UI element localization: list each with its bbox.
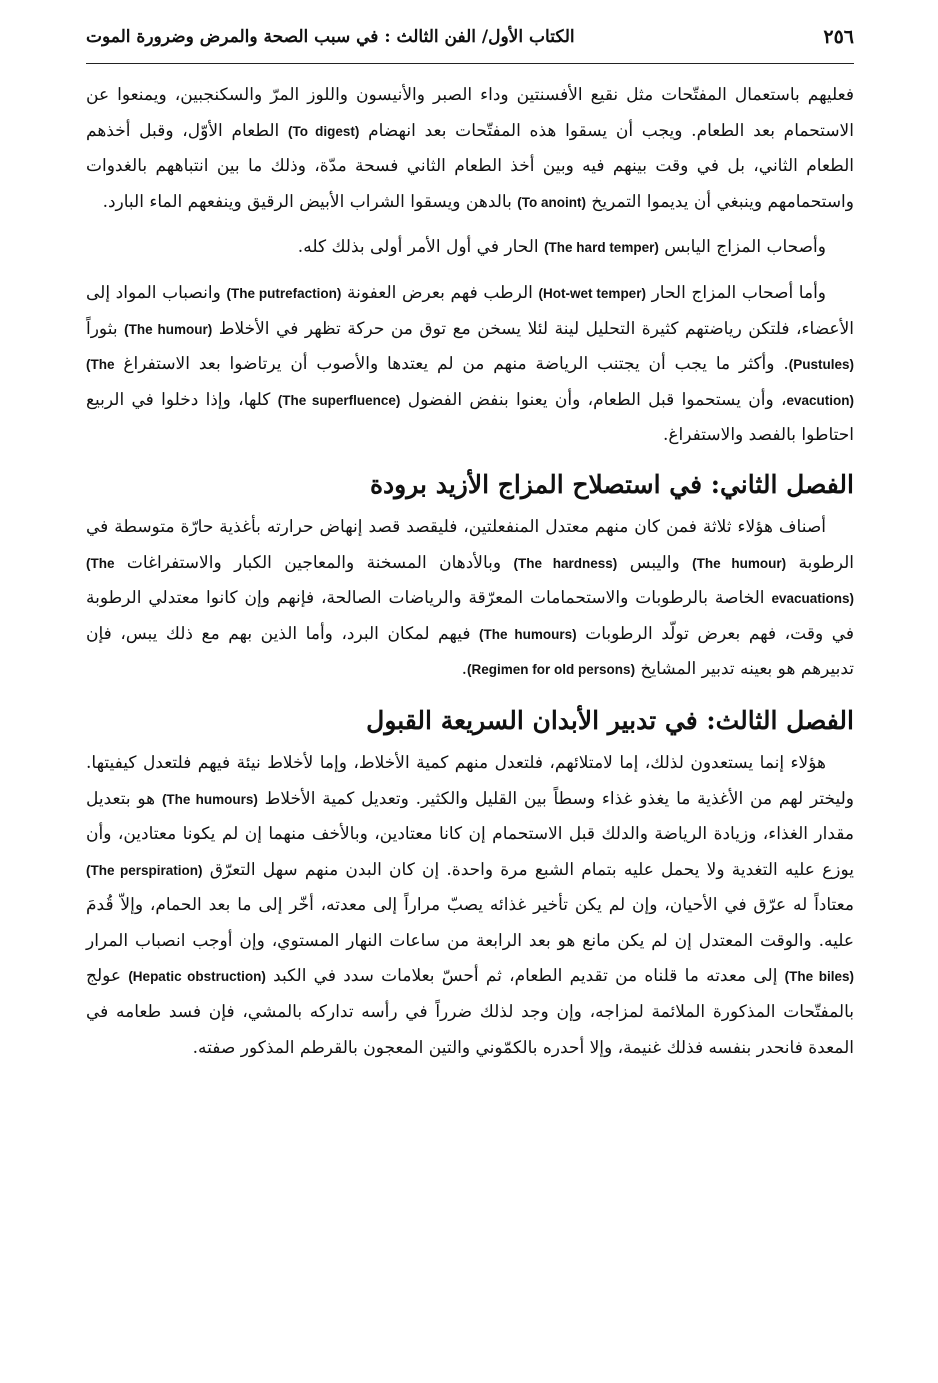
english-term: (The evacution) <box>86 357 854 408</box>
text-run: معتاداً له عرّق في الأحيان، وإن لم يكن تأخير غذائه يصبّ مراراً إلى معدته، أخّر إلى ما بعد الحمام، وإلاّ قُدمَ عليه. والوقت المعتدل إن لم يكن مانع هو بعد الرابعة من ساعات النهار المستوي، وإن أوجب انصباب المرار <box>86 895 854 951</box>
text-run: الحار في أول الأمر أولى بذلك كله. <box>297 237 545 258</box>
text-run: كلها، وإذا دخلوا في الربيع احتاطوا بالفصد والاستفراغ. <box>86 389 854 446</box>
header-divider <box>86 63 854 64</box>
page-body <box>86 78 854 1066</box>
english-term: (The putrefaction) <box>226 285 342 301</box>
english-term: (The biles) <box>784 969 854 985</box>
english-term: (Pustules) <box>788 357 854 373</box>
text-run: وأصحاب المزاج اليابس <box>658 237 826 258</box>
text-run: أصناف هؤلاء ثلاثة فمن كان منهم معتدل المنفعلتين، فليقصد قصد إنهاض حرارته بأغذية حارّة متوسطة في الرطوبة <box>86 516 854 573</box>
text-run: هو بتعديل مقدار الغذاء، وزيادة الرياضة والدلك قبل الاستحمام إن كانا معتادين، وبالأخف منهما إن لم يكونا معتادين، وأن يوزع عليه التغدية ولا يحمل عليه بتمام الشبع مرة واحدة. إن كان البدن منهم سهل التعرّق <box>86 788 854 880</box>
text-run: بثوراً <box>86 318 125 339</box>
paragraph-2 <box>86 230 854 266</box>
text-run: وأما أصحاب المزاج الحار <box>645 282 827 303</box>
english-term: (The perspiration) <box>86 862 203 878</box>
text-run: فيهم لمكان البرد، وأما الذين بهم مع ذلك يبس، فإن تدبيرهم هو بعينه تدبير المشايخ <box>86 623 854 680</box>
english-term: (The humours) <box>479 626 577 642</box>
text-run: الرطب فهم بعرض العفونة <box>341 282 539 303</box>
text-run: ، وأن يستحموا قبل الطعام، وأن يعنوا بنفض الفضول <box>400 389 787 410</box>
english-term: (The humour) <box>692 555 787 571</box>
english-term: (The humours) <box>161 791 258 807</box>
running-title: الكتاب الأول/ الفن الثالث : في سبب الصحة والمرض وضرورة الموت <box>86 27 575 47</box>
text-run: فعليهم باستعمال المفتّحات مثل نقيع الأفسنتين وداء الصبر والأنيسون واللوز المرّ والسكنجبين، ويمنعوا عن الاستحمام بعد الطعام. ويجب أن يسقوا هذه المفتّحات بعد انهضام <box>86 85 854 141</box>
text-run: . <box>461 659 468 680</box>
text-run: بالدهن ويسقوا الشراب الأبيض الرقيق وينفعهم الماء البارد. <box>102 191 518 212</box>
section-2-heading: الفصل الثاني: في استصلاح المزاج الأزيد برودة <box>369 469 854 499</box>
english-term: (Hepatic obstruction) <box>128 969 266 985</box>
text-run: واليبس <box>617 552 693 573</box>
text-run: إلى معدته ما قلناه من تقديم الطعام، ثم أحسّ بعلامات سدد في الكبد <box>265 966 785 987</box>
english-term: (The hardness) <box>513 555 618 571</box>
text-run: . وأكثر ما يجب أن يجتنب الرياضة منهم من لم يعتدها والأصوب أن يرتاضوا بعد الاستفراغ <box>114 354 789 375</box>
english-term: (Hot-wet temper) <box>538 285 646 301</box>
english-term: (Regimen for old persons) <box>467 662 636 678</box>
text-run: هؤلاء إنما يستعدون لذلك، إما لامتلائهم، فلتعدل منهم كمية الأخلاط، وإما لأخلاط نيئة فيهم فلتعدل كيفيتها. وليختر لهم من الأغذية ما يغذو غذاء وسطاً بين القليل والكثير. وتعديل كمية الأخلاط <box>86 752 854 809</box>
text-run: عولج بالمفتّحات المذكورة الملائمة لمزاجه، وإن وجد لذلك ضرراً في رأسه تداركه بالمشي، فإن فسد طعامه في المعدة فانحدر بنفسه فذلك غنيمة، وإلا أحدره بالكمّوني والتين المعجون بالقرطم المذكور صفته. <box>86 966 854 1058</box>
text-run: الخاصة بالرطوبات والاستحمامات المعرّقة والرياضات الصالحة، فإنهم وإن كانوا معتدلي الرطوبة في وقت، فهم بعرض تولّد الرطوبات <box>86 588 854 644</box>
text-run: الطعام الأوّل، وقبل أخذهم الطعام الثاني، بل في وقت بينهم فيه وبين أخذ الطعام الثاني فسحة مدّة، وذلك ما بين انتباههم بالغدوات واستحمامهم وينبغي أن يديموا التمريخ <box>86 120 854 212</box>
english-term: (The humour) <box>124 321 213 337</box>
english-term: (The evacuations) <box>86 555 854 607</box>
paragraph-3 <box>86 276 854 454</box>
english-term: (The hard temper) <box>544 240 659 256</box>
section-3-heading: الفصل الثالث: في تدبير الأبدان السريعة القبول <box>366 705 854 735</box>
page-number: ٢٥٦ <box>823 26 854 48</box>
text-run: وبالأدهان المسخنة والمعاجين الكبار والاستفراغات <box>114 552 514 573</box>
english-term: (The superfluence) <box>277 392 401 408</box>
english-term: (To digest) <box>288 123 360 139</box>
paragraph-1 <box>86 78 854 220</box>
english-term: (To anoint) <box>517 194 586 210</box>
section-2-paragraph <box>86 510 854 688</box>
section-3-paragraph <box>86 746 854 1066</box>
page-header <box>86 22 854 52</box>
text-run: وانصباب المواد إلى الأعضاء، فلتكن رياضتهم كثيرة التحليل لينة لئلا يسخن مع توق من حركة تظهر في الأخلاط <box>86 282 854 339</box>
